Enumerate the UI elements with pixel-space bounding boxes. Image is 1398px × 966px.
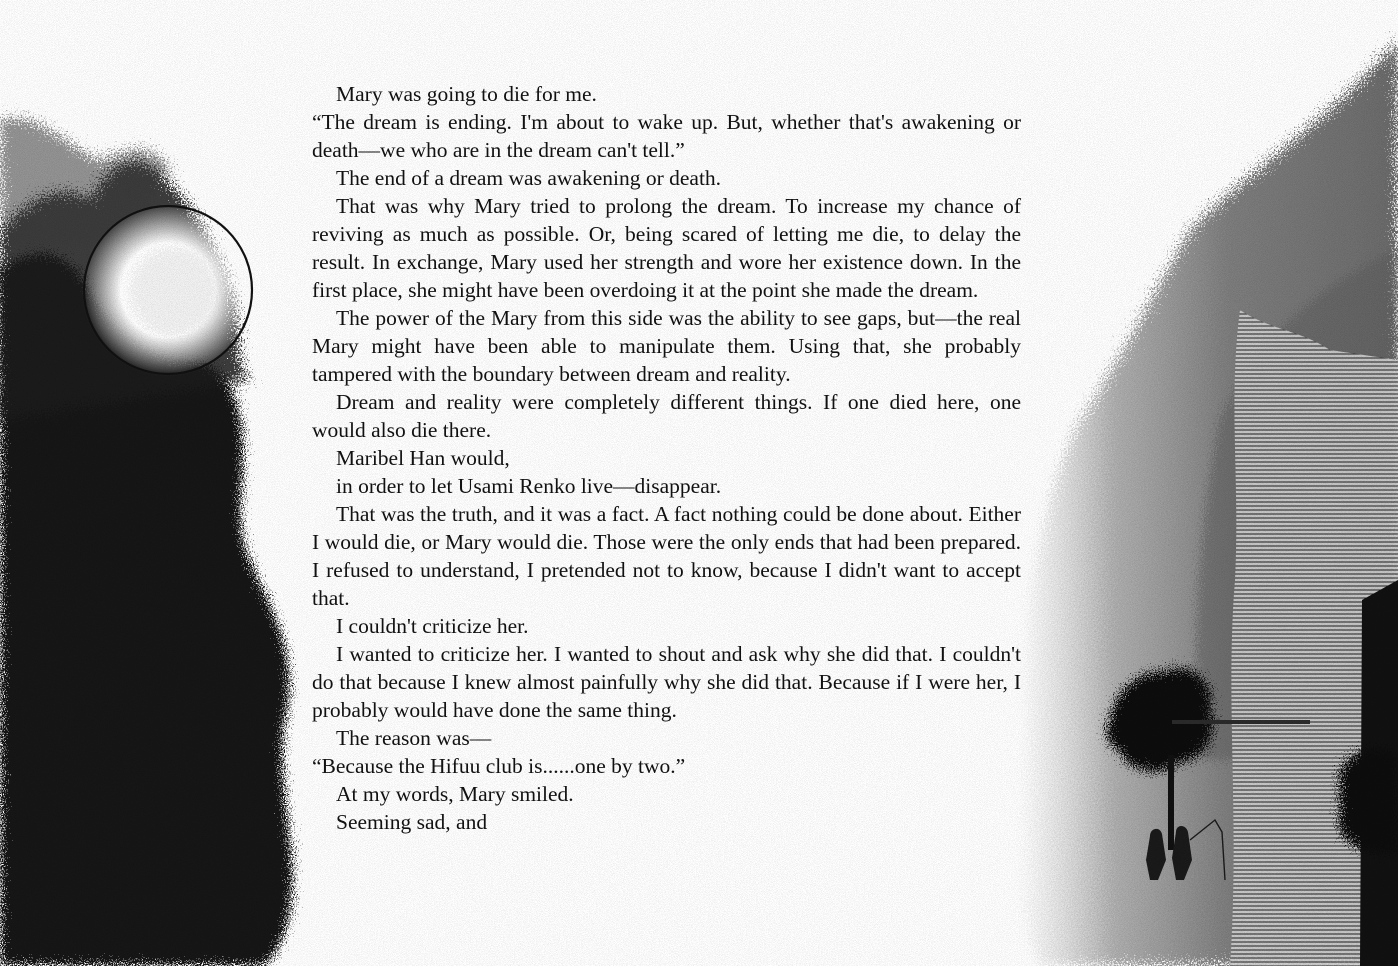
paragraph: Mary was going to die for me. (336, 82, 597, 106)
paragraph: I couldn't criticize her. (336, 614, 529, 638)
paragraph: The end of a dream was awakening or death. (336, 166, 722, 190)
novel-page-text (312, 80, 1021, 836)
paragraph: Maribel Han would, (336, 446, 510, 470)
paragraph: “The dream is ending. I'm about to wake up. But, whether that's awakening or death—we who are in the dream can't tell.” (312, 110, 1021, 162)
paragraph: That was why Mary tried to prolong the dream. To increase my chance of reviving as much as possible. Or, being scared of letting me die, to delay the result. In exchange, Mary used her strength and wore her existence down. In the first place, she might have been overdoing it at the point she made the dream. (312, 194, 1021, 302)
paragraph: At my words, Mary smiled. (336, 782, 574, 806)
paragraph: Seeming sad, and (336, 810, 488, 834)
paragraph: The power of the Mary from this side was the ability to see gaps, but—the real Mary might have been able to manipulate them. Using that, she probably tampered with the boundary between dream and reality. (312, 306, 1021, 386)
paragraph: “Because the Hifuu club is......one by two.” (312, 754, 686, 778)
paragraph: in order to let Usami Renko live—disappear. (336, 474, 722, 498)
paragraph: The reason was— (336, 726, 492, 750)
paragraph: Dream and reality were completely different things. If one died here, one would also die there. (312, 390, 1021, 442)
paragraph: I wanted to criticize her. I wanted to shout and ask why she did that. I couldn't do that because I knew almost painfully why she did that. Because if I were her, I probably would have done the same thing. (312, 642, 1021, 722)
paragraph: That was the truth, and it was a fact. A fact nothing could be done about. Either I would die, or Mary would die. Those were the only ends that had been prepared. I refused to understand, I pretended not to know, because I didn't want to accept that. (312, 502, 1021, 610)
